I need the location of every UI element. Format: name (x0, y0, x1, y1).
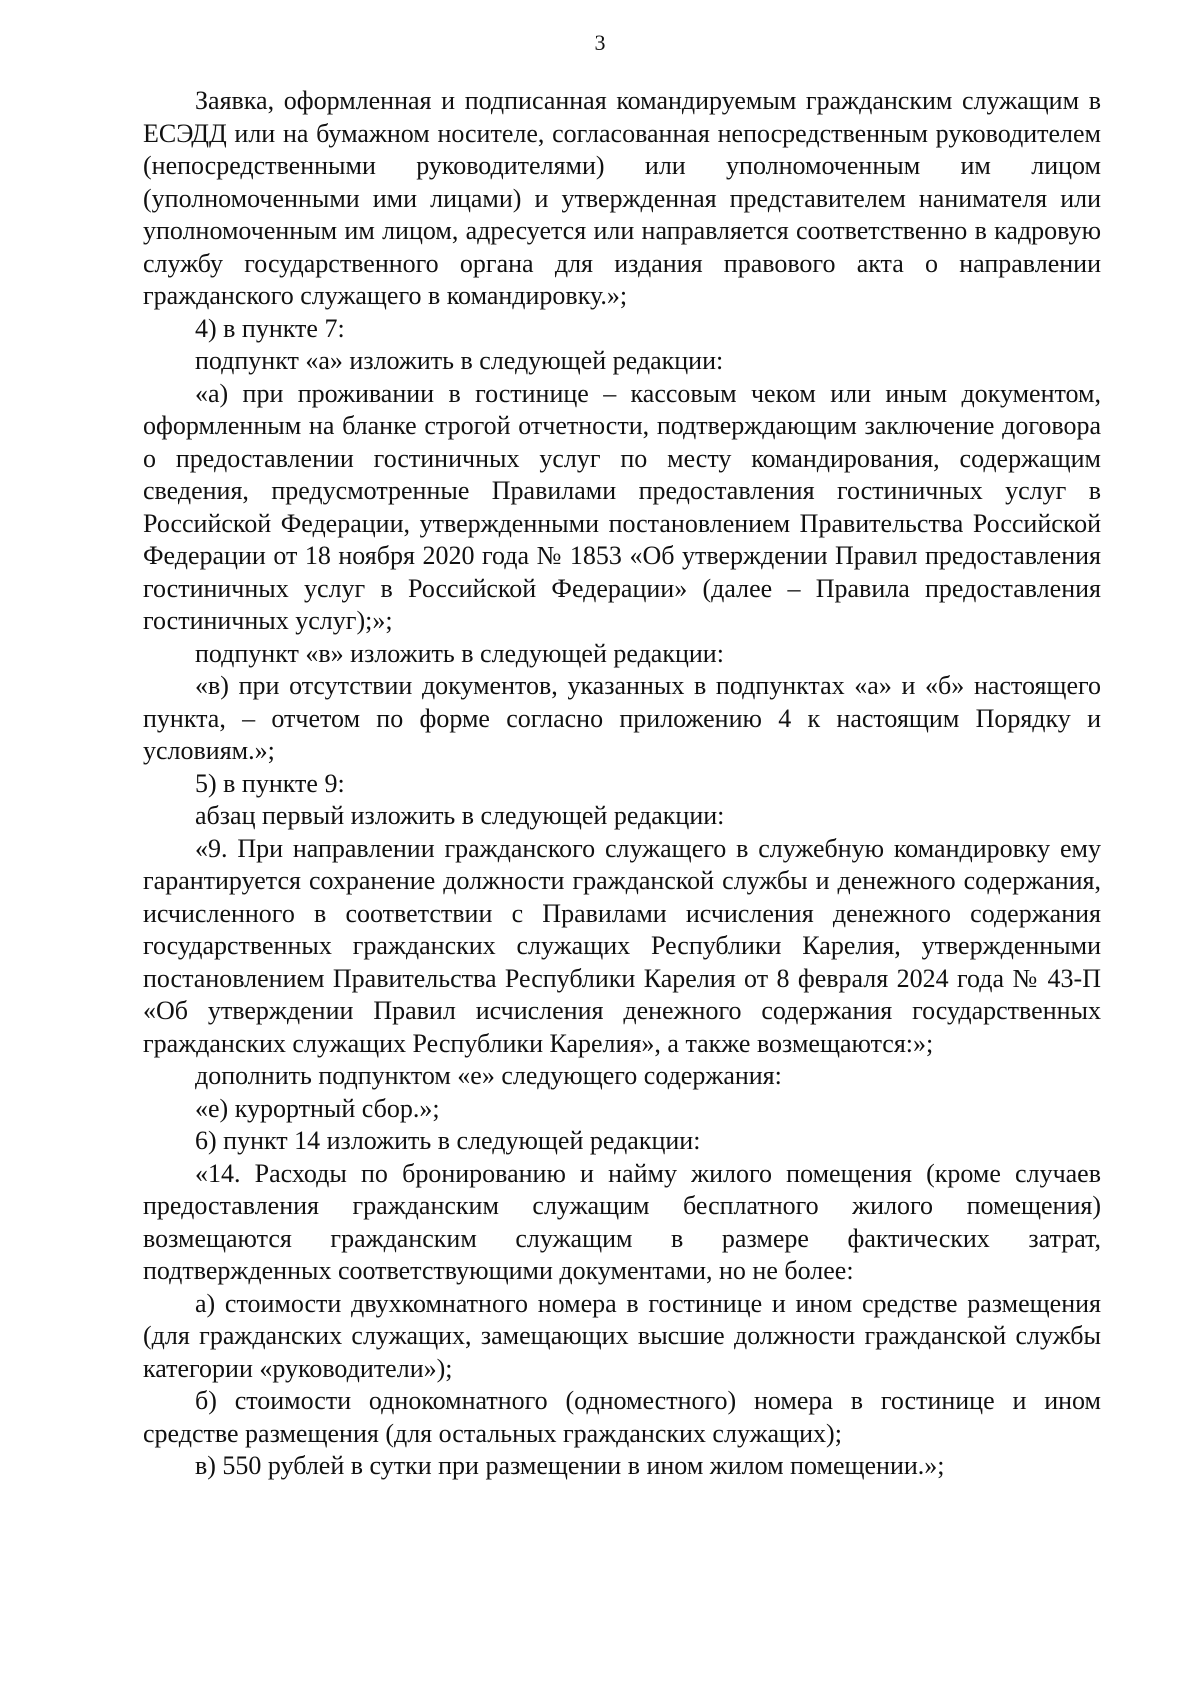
paragraph-point-14-v: в) 550 рублей в сутки при размещении в ином жилом помещении.»; (195, 1451, 945, 1480)
paragraph-item-5: 5) в пункте 9: (195, 768, 345, 798)
paragraph-point-14-b: б) стоимости однокомнатного (одноместного) номера в гостинице и ином средстве размещения (для остальных гражданских служащих); (143, 1386, 1101, 1448)
paragraph-subitem-a-text: «а) при проживании в гостинице – кассовым чеком или иным документом, оформленным на бланке строгой отчетности, подтверждающим заключение договора о предоставлении гостиничных услуг по месту командирования, содержащим сведения, предусмотренные Правилами предоставления гостиничных услуг в Российской Федерации, утвержденными постановлением Правительства Российской Федерации от 18 ноября 2020 года № 1853 «Об утверждении Правил предоставления гостиничных услуг в Российской Федерации» (далее – Правила предоставления гостиничных услуг);»; (143, 378, 1101, 635)
paragraph-first-abzac-intro: абзац первый изложить в следующей редакции: (195, 801, 725, 830)
paragraph-subitem-a-intro: подпункт «а» изложить в следующей редакции: (195, 346, 724, 375)
paragraph-subitem-v-intro: подпункт «в» изложить в следующей редакции: (195, 638, 724, 668)
document-body (143, 85, 1101, 1483)
paragraph-point-14-text: «14. Расходы по бронированию и найму жилого помещения (кроме случаев предоставления гражданским служащим бесплатного жилого помещения) возмещаются гражданским служащим в размере фактических затрат, подтвержденных соответствующими документами, но не более: (143, 1158, 1101, 1285)
paragraph-subitem-e-intro: дополнить подпунктом «е» следующего содержания: (195, 1061, 782, 1090)
page-number: 3 (594, 30, 606, 55)
paragraph-point-9-text: «9. При направлении гражданского служащего в служебную командировку ему гарантируется сохранение должности гражданской службы и денежного содержания, исчисленного в соответствии с Правилами исчисления денежного содержания государственных гражданских служащих Республики Карелия, утвержденными постановлением Правительства Республики Карелия от 8 февраля 2024 года № 43-П «Об утверждении Правил исчисления денежного содержания государственных гражданских служащих Республики Карелия», а также возмещаются:»; (143, 833, 1101, 1058)
paragraph-point-14-a: а) стоимости двухкомнатного номера в гостинице и ином средстве размещения (для гражданских служащих, замещающих высшие должности гражданской службы категории «руководители»); (143, 1288, 1101, 1383)
paragraph-item-6: 6) пункт 14 изложить в следующей редакции: (195, 1126, 701, 1155)
paragraph-subitem-e-text: «е) курортный сбор.»; (195, 1093, 440, 1123)
paragraph-application: Заявка, оформленная и подписанная командируемым гражданским служащим в ЕСЭДД или на бумажном носителе, согласованная непосредственным руководителем (непосредственными руководителями) или уполномоченным им лицом (уполномоченными ими лицами) и утвержденная представителем нанимателя или уполномоченным им лицом, адресуется или направляется соответственно в кадровую службу государственного органа для издания правового акта о направлении гражданского служащего в командировку.»; (143, 86, 1101, 310)
paragraph-item-4: 4) в пункте 7: (195, 313, 345, 343)
paragraph-subitem-v-text: «в) при отсутствии документов, указанных в подпунктах «а» и «б» настоящего пункта, – отчетом по форме согласно приложению 4 к настоящим Порядку и условиям.»; (143, 671, 1101, 765)
